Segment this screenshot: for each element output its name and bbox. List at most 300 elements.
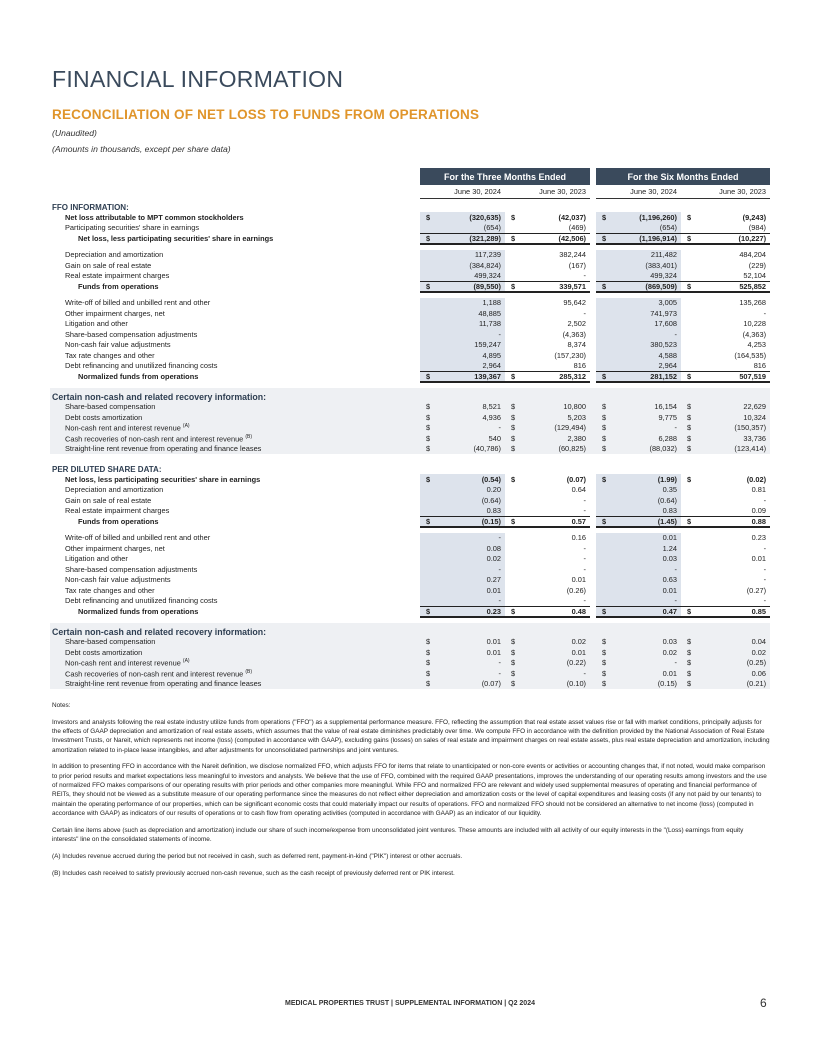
value-cell: 339,571 [522, 281, 590, 292]
row-label [50, 495, 420, 506]
currency-symbol: $ [505, 281, 522, 292]
currency-symbol: $ [420, 606, 437, 617]
table-row [50, 281, 770, 292]
row-label [50, 474, 420, 485]
currency-symbol [596, 596, 613, 607]
row-label [50, 485, 420, 496]
value-cell: 95,642 [563, 298, 587, 308]
currency-symbol [596, 361, 613, 372]
currency-symbol: $ [420, 637, 437, 648]
value-cell: - [583, 564, 587, 574]
currency-symbol: $ [420, 402, 437, 413]
currency-symbol [596, 319, 613, 330]
value-cell: - [763, 575, 767, 585]
footnote-marker: (B) [245, 668, 253, 675]
row-label [50, 444, 420, 455]
currency-symbol: $ [596, 212, 613, 223]
value-cell: - [583, 495, 587, 505]
currency-symbol: $ [681, 412, 698, 423]
row-label-text: Straight-line rent revenue from operating and finance leases [65, 444, 262, 454]
table-row [50, 350, 770, 361]
currency-symbol [420, 495, 437, 506]
row-label-text: Normalized funds from operations [78, 606, 199, 616]
row-label-text: Funds from operations [78, 516, 159, 526]
table-row [50, 495, 770, 506]
currency-symbol: $ [505, 402, 522, 413]
currency-symbol: $ [420, 516, 437, 527]
col-date-header: June 30, 2024 [596, 185, 681, 198]
value-cell: (229) [748, 260, 767, 270]
row-label-text: Write-off of billed and unbilled rent and other [65, 298, 211, 308]
value-cell: (0.64) [613, 495, 681, 506]
value-cell: (4,363) [562, 329, 587, 339]
currency-symbol [681, 250, 698, 261]
value-cell: 0.01 [437, 585, 505, 596]
value-cell: 0.04 [698, 637, 770, 648]
date-header-row [50, 185, 770, 198]
currency-symbol: $ [596, 433, 613, 444]
value-cell: (40,786) [437, 444, 505, 455]
table-row [50, 223, 770, 234]
currency-symbol: $ [505, 647, 522, 658]
currency-symbol [596, 554, 613, 565]
value-cell: 0.02 [698, 647, 770, 658]
currency-symbol [505, 585, 522, 596]
currency-symbol: $ [596, 516, 613, 527]
currency-symbol [505, 596, 522, 607]
row-label [50, 516, 420, 527]
table-row [50, 250, 770, 261]
currency-symbol [596, 564, 613, 575]
value-cell: 0.06 [698, 668, 770, 679]
value-cell: 0.01 [522, 647, 590, 658]
currency-symbol: $ [420, 647, 437, 658]
table-row [50, 308, 770, 319]
row-label-text: Net loss, less participating securities' share in earnings [65, 474, 261, 484]
row-label [50, 329, 420, 340]
value-cell: 382,244 [559, 250, 587, 260]
value-cell: 0.48 [522, 606, 590, 617]
value-cell: - [698, 596, 770, 607]
currency-symbol: $ [420, 423, 437, 434]
currency-symbol: $ [596, 637, 613, 648]
currency-symbol: $ [505, 433, 522, 444]
value-cell: (0.10) [522, 679, 590, 690]
currency-symbol: $ [420, 412, 437, 423]
currency-symbol [681, 585, 698, 596]
currency-symbol: $ [596, 233, 613, 244]
currency-symbol [681, 596, 698, 607]
value-cell: 4,895 [437, 350, 505, 361]
currency-symbol [420, 250, 437, 261]
currency-symbol [596, 543, 613, 554]
footnote-marker: (B) [245, 433, 253, 440]
row-label [50, 319, 420, 330]
currency-symbol: $ [596, 668, 613, 679]
currency-symbol [505, 319, 522, 330]
value-cell: (0.02) [746, 474, 767, 484]
currency-symbol [505, 575, 522, 586]
currency-symbol [505, 554, 522, 565]
currency-symbol [596, 575, 613, 586]
currency-symbol: $ [420, 658, 437, 669]
value-cell: (167) [568, 260, 587, 270]
currency-symbol [681, 223, 698, 234]
table-row [50, 260, 770, 271]
value-cell: 2,380 [522, 433, 590, 444]
row-label [50, 679, 420, 690]
note-paragraph: (B) Includes cash received to satisfy previously accrued non-cash revenue, such as the cash receipt of previously deferred rent or PIK interest. [52, 869, 455, 877]
value-cell: - [613, 564, 681, 575]
six-months-header: For the Six Months Ended [596, 168, 770, 185]
table-row [50, 371, 770, 382]
table-row [50, 319, 770, 330]
currency-symbol [681, 554, 698, 565]
value-cell: 0.83 [613, 506, 681, 517]
value-cell: 540 [437, 433, 505, 444]
value-cell: (0.26) [566, 585, 587, 595]
currency-symbol: $ [596, 412, 613, 423]
row-label [50, 233, 420, 244]
value-cell: (869,509) [613, 281, 681, 292]
currency-symbol: $ [681, 433, 698, 444]
note-paragraph: Investors and analysts following the real estate industry utilize funds from operations ("FFO") as a supplemental performance measure. FFO, reflecting the assumption that real estate asset values rise or fall with market conditions, principally adjusts for the effects of GAAP depreciation and amortization of real estate assets, which assumes that the value of real estate diminishes predictably over time. We compute FFO in accordance with the definition provided by the National Association of Real Estate Investment Trusts, or Nareit, which represents net income (loss) (computed in accordance with GAAP), excluding gains (losses) on sales of real estate and impairment charges on real estate assets, plus real estate depreciation and amortization, including amortization related to in-place lease intangibles, and after adjustments for unconsolidated partnerships and joint ventures. [52, 718, 770, 754]
section-header-row [50, 388, 770, 402]
table-row [50, 340, 770, 351]
currency-symbol [505, 506, 522, 517]
currency-symbol: $ [681, 444, 698, 455]
currency-symbol: $ [505, 668, 522, 679]
table-row [50, 271, 770, 282]
value-cell: 2,502 [567, 319, 587, 329]
value-cell: 10,228 [743, 319, 767, 329]
value-cell: - [437, 658, 505, 669]
currency-symbol: $ [420, 679, 437, 690]
currency-symbol [596, 260, 613, 271]
value-cell: 0.02 [613, 647, 681, 658]
currency-symbol: $ [681, 516, 698, 527]
value-cell: 1,188 [437, 298, 505, 309]
value-cell: (0.25) [698, 658, 770, 669]
currency-symbol: $ [681, 371, 698, 382]
value-cell: 117,239 [437, 250, 505, 261]
value-cell: 52,104 [698, 271, 770, 282]
value-cell: (60,825) [522, 444, 590, 455]
value-cell: 741,973 [613, 308, 681, 319]
col-date-header: June 30, 2023 [681, 185, 770, 198]
value-cell: 0.09 [698, 506, 770, 517]
value-cell: (384,824) [437, 260, 505, 271]
currency-symbol: $ [420, 233, 437, 244]
col-date-header: June 30, 2024 [420, 185, 505, 198]
value-cell: (1.45) [613, 516, 681, 527]
currency-symbol [505, 495, 522, 506]
value-cell: (654) [437, 223, 505, 234]
row-label-text: Tax rate changes and other [65, 350, 155, 360]
currency-symbol [420, 223, 437, 234]
currency-symbol: $ [505, 637, 522, 648]
table-row [50, 543, 770, 554]
ffo-reconciliation-table [50, 168, 770, 689]
value-cell: - [613, 658, 681, 669]
value-cell: 0.02 [437, 554, 505, 565]
section-subtitle: RECONCILIATION OF NET LOSS TO FUNDS FROM OPERATIONS [52, 107, 480, 122]
table-row [50, 554, 770, 565]
value-cell: 0.57 [522, 516, 590, 527]
value-cell: 159,247 [437, 340, 505, 351]
row-label [50, 371, 420, 382]
currency-symbol [420, 533, 437, 544]
row-label-text: Other impairment charges, net [65, 308, 165, 318]
currency-symbol: $ [596, 444, 613, 455]
value-cell: - [613, 596, 681, 607]
value-cell: 0.64 [571, 485, 587, 495]
value-cell: 3,005 [613, 298, 681, 309]
currency-symbol [596, 340, 613, 351]
row-label [50, 543, 420, 554]
currency-symbol [681, 543, 698, 554]
notes-heading: Notes: [52, 702, 71, 709]
row-label-text: Normalized funds from operations [78, 371, 199, 381]
currency-symbol: $ [596, 281, 613, 292]
table-row [50, 585, 770, 596]
value-cell: 0.20 [437, 485, 505, 496]
currency-symbol: $ [420, 668, 437, 679]
table-row [50, 606, 770, 617]
value-cell: (42,506) [522, 233, 590, 244]
value-cell: - [583, 554, 587, 564]
currency-symbol: $ [420, 212, 437, 223]
row-label [50, 658, 420, 669]
value-cell: - [763, 308, 767, 318]
value-cell: 17,608 [613, 319, 681, 330]
row-label [50, 423, 420, 434]
currency-symbol [596, 271, 613, 282]
value-cell: 22,629 [698, 402, 770, 413]
currency-symbol [681, 329, 698, 340]
row-label-text: Non-cash rent and interest revenue [65, 658, 181, 668]
value-cell: (150,357) [698, 423, 770, 434]
section-header: PER DILUTED SHARE DATA: [52, 465, 162, 474]
currency-symbol: $ [420, 433, 437, 444]
currency-symbol [505, 260, 522, 271]
value-cell: (654) [613, 223, 681, 234]
value-cell: 0.23 [437, 606, 505, 617]
currency-symbol [505, 361, 522, 372]
section-header: Certain non-cash and related recovery information: [50, 623, 770, 637]
table-row [50, 647, 770, 658]
row-label-text: Debt costs amortization [65, 647, 143, 657]
currency-symbol [596, 308, 613, 319]
currency-symbol [681, 533, 698, 544]
currency-symbol: $ [420, 474, 437, 485]
currency-symbol [505, 543, 522, 554]
value-cell: (1,196,260) [613, 212, 681, 223]
value-cell: (4,363) [742, 329, 767, 339]
value-cell: - [613, 423, 681, 434]
currency-symbol: $ [681, 679, 698, 690]
value-cell: - [522, 596, 590, 607]
table-row [50, 402, 770, 413]
value-cell: (0.54) [437, 474, 505, 485]
currency-symbol [596, 533, 613, 544]
value-cell: 0.23 [751, 533, 767, 543]
row-label [50, 554, 420, 565]
value-cell: (0.15) [613, 679, 681, 690]
value-cell: 816 [698, 361, 770, 372]
currency-symbol: $ [681, 668, 698, 679]
row-label-text: Participating securities' share in earnings [65, 223, 200, 233]
row-label-text: Litigation and other [65, 319, 128, 329]
currency-symbol [505, 271, 522, 282]
value-cell: 0.85 [698, 606, 770, 617]
table-row [50, 516, 770, 527]
value-cell: - [437, 596, 505, 607]
value-cell: (0.21) [698, 679, 770, 690]
value-cell: 0.63 [613, 575, 681, 586]
value-cell: 4,253 [747, 340, 767, 350]
value-cell: 1.24 [613, 543, 681, 554]
value-cell: 0.01 [437, 637, 505, 648]
currency-symbol: $ [420, 371, 437, 382]
row-label [50, 281, 420, 292]
currency-symbol [505, 298, 522, 309]
currency-symbol [420, 506, 437, 517]
value-cell: - [613, 329, 681, 340]
row-label-text: Depreciation and amortization [65, 250, 164, 260]
footnote-marker: (A) [182, 423, 190, 430]
value-cell: - [437, 564, 505, 575]
table-row [50, 637, 770, 648]
note-paragraph: Certain line items above (such as depreciation and amortization) include our share of such income/expense from unconsolidated joint ventures. These amounts are included with all activity of our equity interests in the "(Loss) earnings from equity interests" line on the consolidated statements of income. [52, 826, 744, 844]
table-row [50, 212, 770, 223]
currency-symbol: $ [681, 658, 698, 669]
table-row [50, 298, 770, 309]
row-label [50, 298, 420, 309]
value-cell: 9,775 [613, 412, 681, 423]
currency-symbol [681, 361, 698, 372]
page-number: 6 [760, 996, 767, 1010]
currency-symbol [596, 223, 613, 234]
row-label [50, 308, 420, 319]
row-label [50, 212, 420, 223]
value-cell: - [437, 329, 505, 340]
value-cell: (0.07) [437, 679, 505, 690]
currency-symbol [420, 271, 437, 282]
section-header-row [50, 460, 770, 474]
value-cell: 0.81 [751, 485, 767, 495]
value-cell: (321,289) [437, 233, 505, 244]
value-cell: 10,800 [522, 402, 590, 413]
value-cell: (1,196,914) [613, 233, 681, 244]
row-label-text: Debt refinancing and unutilized financing costs [65, 596, 218, 606]
row-label-text: Share-based compensation adjustments [65, 564, 198, 574]
table-row [50, 575, 770, 586]
value-cell: 4,936 [437, 412, 505, 423]
row-label-text: Gain on sale of real estate [65, 260, 152, 270]
value-cell: - [437, 668, 505, 679]
currency-symbol: $ [511, 474, 516, 484]
currency-symbol: $ [596, 658, 613, 669]
value-cell: 0.01 [613, 585, 681, 596]
currency-symbol: $ [687, 474, 692, 484]
row-label-text: Share-based compensation [65, 637, 156, 647]
value-cell: (1.99) [613, 474, 681, 485]
row-label-text: Debt refinancing and unutilized financing costs [65, 361, 218, 371]
currency-symbol [420, 485, 437, 496]
value-cell: - [437, 423, 505, 434]
row-label-text: Net loss attributable to MPT common stockholders [65, 212, 244, 222]
currency-symbol [681, 308, 698, 319]
value-cell: (9,243) [742, 212, 767, 222]
value-cell: 211,482 [613, 250, 681, 261]
value-cell: 0.01 [613, 533, 681, 544]
section-header: FFO INFORMATION: [52, 203, 129, 212]
currency-symbol [420, 298, 437, 309]
currency-symbol: $ [420, 444, 437, 455]
value-cell: 6,288 [613, 433, 681, 444]
currency-symbol [505, 223, 522, 234]
currency-symbol [681, 260, 698, 271]
value-cell: 380,523 [613, 340, 681, 351]
currency-symbol: $ [681, 233, 698, 244]
currency-symbol: $ [505, 606, 522, 617]
value-cell: - [583, 543, 587, 553]
currency-symbol [596, 250, 613, 261]
currency-symbol [420, 596, 437, 607]
row-label [50, 606, 420, 617]
row-label-text: Non-cash rent and interest revenue [65, 423, 181, 433]
value-cell: (0.27) [746, 585, 767, 595]
table-row [50, 233, 770, 244]
value-cell: 0.16 [571, 533, 587, 543]
value-cell: 0.35 [613, 485, 681, 496]
currency-symbol: $ [681, 423, 698, 434]
currency-symbol: $ [505, 412, 522, 423]
value-cell: 2,964 [437, 361, 505, 372]
currency-symbol [420, 554, 437, 565]
period-header-row [50, 168, 770, 185]
value-cell: (0.15) [437, 516, 505, 527]
row-label [50, 402, 420, 413]
table-row [50, 485, 770, 496]
page-title: FINANCIAL INFORMATION [52, 66, 344, 92]
currency-symbol: $ [596, 402, 613, 413]
value-cell: (383,401) [613, 260, 681, 271]
table-row [50, 444, 770, 455]
value-cell: - [763, 543, 767, 553]
currency-symbol [681, 564, 698, 575]
value-cell: 0.88 [698, 516, 770, 527]
note-paragraph: (A) Includes revenue accrued during the period but not received in cash, such as deferred rent, payment-in-kind ("PIK") interest or other accruals. [52, 852, 463, 860]
currency-symbol: $ [505, 516, 522, 527]
currency-symbol [420, 564, 437, 575]
value-cell: 2,964 [613, 361, 681, 372]
value-cell: 8,374 [567, 340, 587, 350]
table-row [50, 506, 770, 517]
table-row [50, 433, 770, 444]
row-label [50, 271, 420, 282]
table-row [50, 658, 770, 669]
currency-symbol: $ [596, 606, 613, 617]
currency-symbol [596, 495, 613, 506]
row-label-text: Tax rate changes and other [65, 585, 155, 595]
currency-symbol [681, 298, 698, 309]
value-cell: (0.22) [522, 658, 590, 669]
section-header-row [50, 623, 770, 637]
row-label [50, 564, 420, 575]
currency-symbol: $ [505, 658, 522, 669]
